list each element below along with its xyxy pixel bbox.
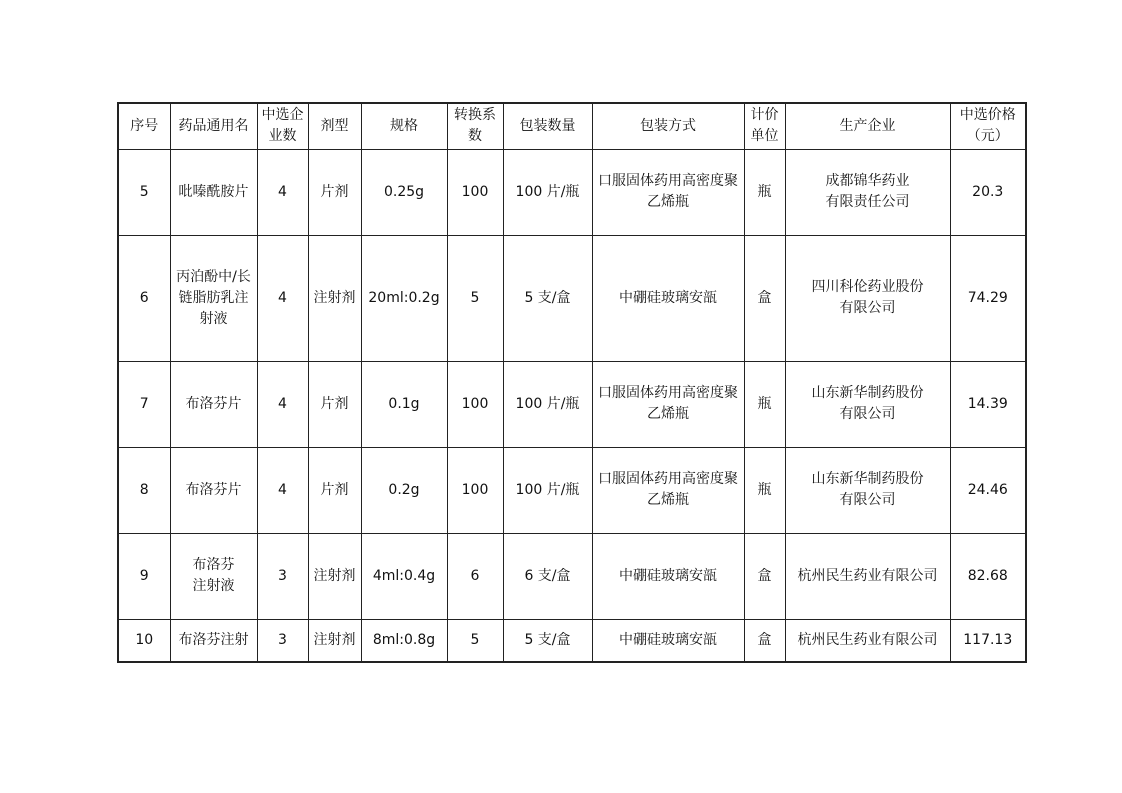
cell-text: 口服固体药用高密度聚 [598,471,738,487]
cell-name [170,619,257,662]
header-text: 中选企 [261,107,304,124]
cell-spec: 8ml:0.8g [361,619,447,662]
cell-text: 有限公司 [839,492,896,508]
header-price [950,103,1026,149]
header-text: 包装方式 [640,117,696,134]
cell-pack [592,619,744,662]
cell-name [170,235,257,361]
cell-maker [785,619,950,662]
cell-qty: 5 支/盒 [503,235,592,361]
cell-no: 10 [118,619,170,662]
cell-no: 8 [118,447,170,533]
cell-maker [785,149,950,235]
cell-unit: 瓶 [744,361,785,447]
cell-count: 4 [257,361,308,447]
cell-text: 口服固体药用高密度聚 [598,173,738,189]
cell-text: 四川科伦药业股份 [811,279,924,295]
cell-text: 乙烯瓶 [647,492,689,508]
cell-unit: 盒 [744,619,785,662]
header-text: 业数 [268,128,297,145]
cell-price: 74.29 [950,235,1026,361]
cell-text: 成都锦华药业 [825,173,910,189]
cell-count: 4 [257,235,308,361]
cell-form: 片剂 [308,149,361,235]
header-no [118,103,170,149]
cell-qty: 5 支/盒 [503,619,592,662]
cell-price: 24.46 [950,447,1026,533]
cell-text: 有限公司 [839,406,896,422]
cell-spec: 20ml:0.2g [361,235,447,361]
header-text: 包装数量 [519,117,576,134]
cell-spec: 0.25g [361,149,447,235]
cell-form: 片剂 [308,447,361,533]
cell-spec: 0.1g [361,361,447,447]
cell-unit: 盒 [744,533,785,619]
cell-text: 杭州民生药业有限公司 [797,567,938,584]
cell-text: 山东新华制药股份 [811,471,924,487]
cell-spec: 0.2g [361,447,447,533]
table-row [118,619,1026,662]
cell-text: 乙烯瓶 [647,194,689,210]
cell-factor: 6 [447,533,503,619]
table-header-row [118,103,1026,149]
header-qty [503,103,592,149]
cell-qty: 100 片/瓶 [503,361,592,447]
cell-text: 布洛芬 [192,557,235,573]
header-text: 生产企业 [839,117,896,134]
header-text: 数 [468,128,482,145]
cell-pack [592,533,744,619]
cell-text: 口服固体药用高密度聚 [598,385,738,401]
cell-count: 4 [257,447,308,533]
cell-form: 注射剂 [308,235,361,361]
cell-spec: 4ml:0.4g [361,533,447,619]
cell-price: 117.13 [950,619,1026,662]
drug-price-table [117,102,1027,663]
cell-no: 5 [118,149,170,235]
header-text: （元） [966,128,1009,145]
cell-count: 3 [257,619,308,662]
header-text: 药品通用名 [178,117,249,134]
header-text: 单位 [750,128,779,145]
header-factor [447,103,503,149]
cell-pack [592,149,744,235]
cell-qty: 100 片/瓶 [503,447,592,533]
header-pack [592,103,744,149]
cell-maker [785,447,950,533]
cell-unit: 瓶 [744,447,785,533]
cell-factor: 5 [447,619,503,662]
cell-text: 山东新华制药股份 [811,385,924,401]
cell-price: 14.39 [950,361,1026,447]
cell-name [170,361,257,447]
cell-text: 中硼硅玻璃安瓿 [619,567,717,584]
cell-count: 3 [257,533,308,619]
cell-text: 射液 [199,310,228,327]
table-body [118,149,1026,662]
cell-text: 链脂肪乳注 [178,289,249,306]
cell-name [170,447,257,533]
cell-text: 布洛芬注射 [178,631,249,648]
cell-count: 4 [257,149,308,235]
cell-unit: 盒 [744,235,785,361]
cell-maker [785,361,950,447]
table-row [118,447,1026,533]
cell-text: 丙泊酚中/长 [176,268,251,285]
cell-text: 吡嗪酰胺片 [178,183,249,200]
header-text: 序号 [130,117,159,134]
cell-factor: 100 [447,149,503,235]
header-spec [361,103,447,149]
cell-text: 有限责任公司 [825,194,910,210]
cell-text: 中硼硅玻璃安瓿 [619,289,717,306]
header-count [257,103,308,149]
cell-text: 有限公司 [839,300,896,316]
cell-price: 82.68 [950,533,1026,619]
cell-text: 乙烯瓶 [647,406,689,422]
cell-no: 9 [118,533,170,619]
cell-form: 片剂 [308,361,361,447]
cell-form: 注射剂 [308,533,361,619]
cell-text: 布洛芬片 [185,481,242,498]
header-text: 规格 [390,117,418,134]
cell-no: 7 [118,361,170,447]
cell-factor: 100 [447,447,503,533]
cell-form: 注射剂 [308,619,361,662]
table-row [118,235,1026,361]
header-text: 计价 [750,107,779,124]
table-row [118,361,1026,447]
header-text: 转换系 [454,107,496,124]
cell-factor: 100 [447,361,503,447]
header-name [170,103,257,149]
table-row [118,533,1026,619]
cell-maker [785,533,950,619]
cell-no: 6 [118,235,170,361]
cell-pack [592,235,744,361]
cell-qty: 100 片/瓶 [503,149,592,235]
cell-name [170,149,257,235]
cell-factor: 5 [447,235,503,361]
cell-text: 布洛芬片 [185,395,242,412]
table-row [118,149,1026,235]
cell-text: 中硼硅玻璃安瓿 [619,631,717,648]
cell-text: 注射液 [192,578,235,594]
header-text: 剂型 [320,117,349,134]
cell-text: 杭州民生药业有限公司 [797,631,938,648]
cell-price: 20.3 [950,149,1026,235]
cell-qty: 6 支/盒 [503,533,592,619]
header-text: 中选价格 [959,107,1016,124]
header-unit [744,103,785,149]
cell-unit: 瓶 [744,149,785,235]
cell-pack [592,361,744,447]
header-form [308,103,361,149]
cell-maker [785,235,950,361]
header-maker [785,103,950,149]
cell-name [170,533,257,619]
cell-pack [592,447,744,533]
